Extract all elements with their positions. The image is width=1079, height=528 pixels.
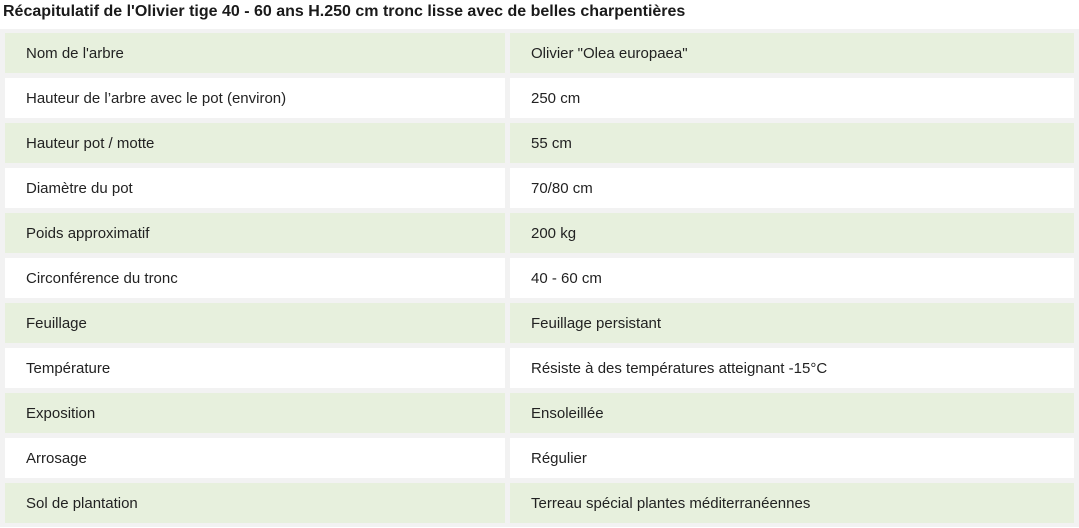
table-row xyxy=(5,258,1074,298)
spec-label: Poids approximatif xyxy=(5,213,505,253)
table-row xyxy=(5,213,1074,253)
spec-value: Feuillage persistant xyxy=(510,303,1074,343)
page-title: Récapitulatif de l'Olivier tige 40 - 60 ans H.250 cm tronc lisse avec de belles charpentières xyxy=(3,3,686,20)
spec-label: Nom de l'arbre xyxy=(5,33,505,73)
spec-label: Hauteur de l’arbre avec le pot (environ) xyxy=(5,78,505,118)
spec-value: Régulier xyxy=(510,438,1074,478)
table-row xyxy=(5,303,1074,343)
spec-label: Feuillage xyxy=(5,303,505,343)
spec-value: 40 - 60 cm xyxy=(510,258,1074,298)
spec-label: Hauteur pot / motte xyxy=(5,123,505,163)
spec-label: Température xyxy=(5,348,505,388)
specs-table xyxy=(0,28,1079,528)
table-row xyxy=(5,78,1074,118)
spec-label: Sol de plantation xyxy=(5,483,505,523)
spec-label: Diamètre du pot xyxy=(5,168,505,208)
table-row xyxy=(5,483,1074,523)
table-row xyxy=(5,33,1074,73)
table-row xyxy=(5,393,1074,433)
table-row xyxy=(5,348,1074,388)
spec-value: Terreau spécial plantes méditerranéennes xyxy=(510,483,1074,523)
table-row xyxy=(5,438,1074,478)
spec-label: Arrosage xyxy=(5,438,505,478)
specs-table-container xyxy=(0,29,1079,527)
spec-value: 70/80 cm xyxy=(510,168,1074,208)
spec-label: Exposition xyxy=(5,393,505,433)
spec-value: Résiste à des températures atteignant -15°C xyxy=(510,348,1074,388)
table-row xyxy=(5,168,1074,208)
spec-value: 250 cm xyxy=(510,78,1074,118)
spec-value: Olivier "Olea europaea" xyxy=(510,33,1074,73)
spec-value: Ensoleillée xyxy=(510,393,1074,433)
spec-label: Circonférence du tronc xyxy=(5,258,505,298)
table-row xyxy=(5,123,1074,163)
spec-value: 200 kg xyxy=(510,213,1074,253)
spec-value: 55 cm xyxy=(510,123,1074,163)
